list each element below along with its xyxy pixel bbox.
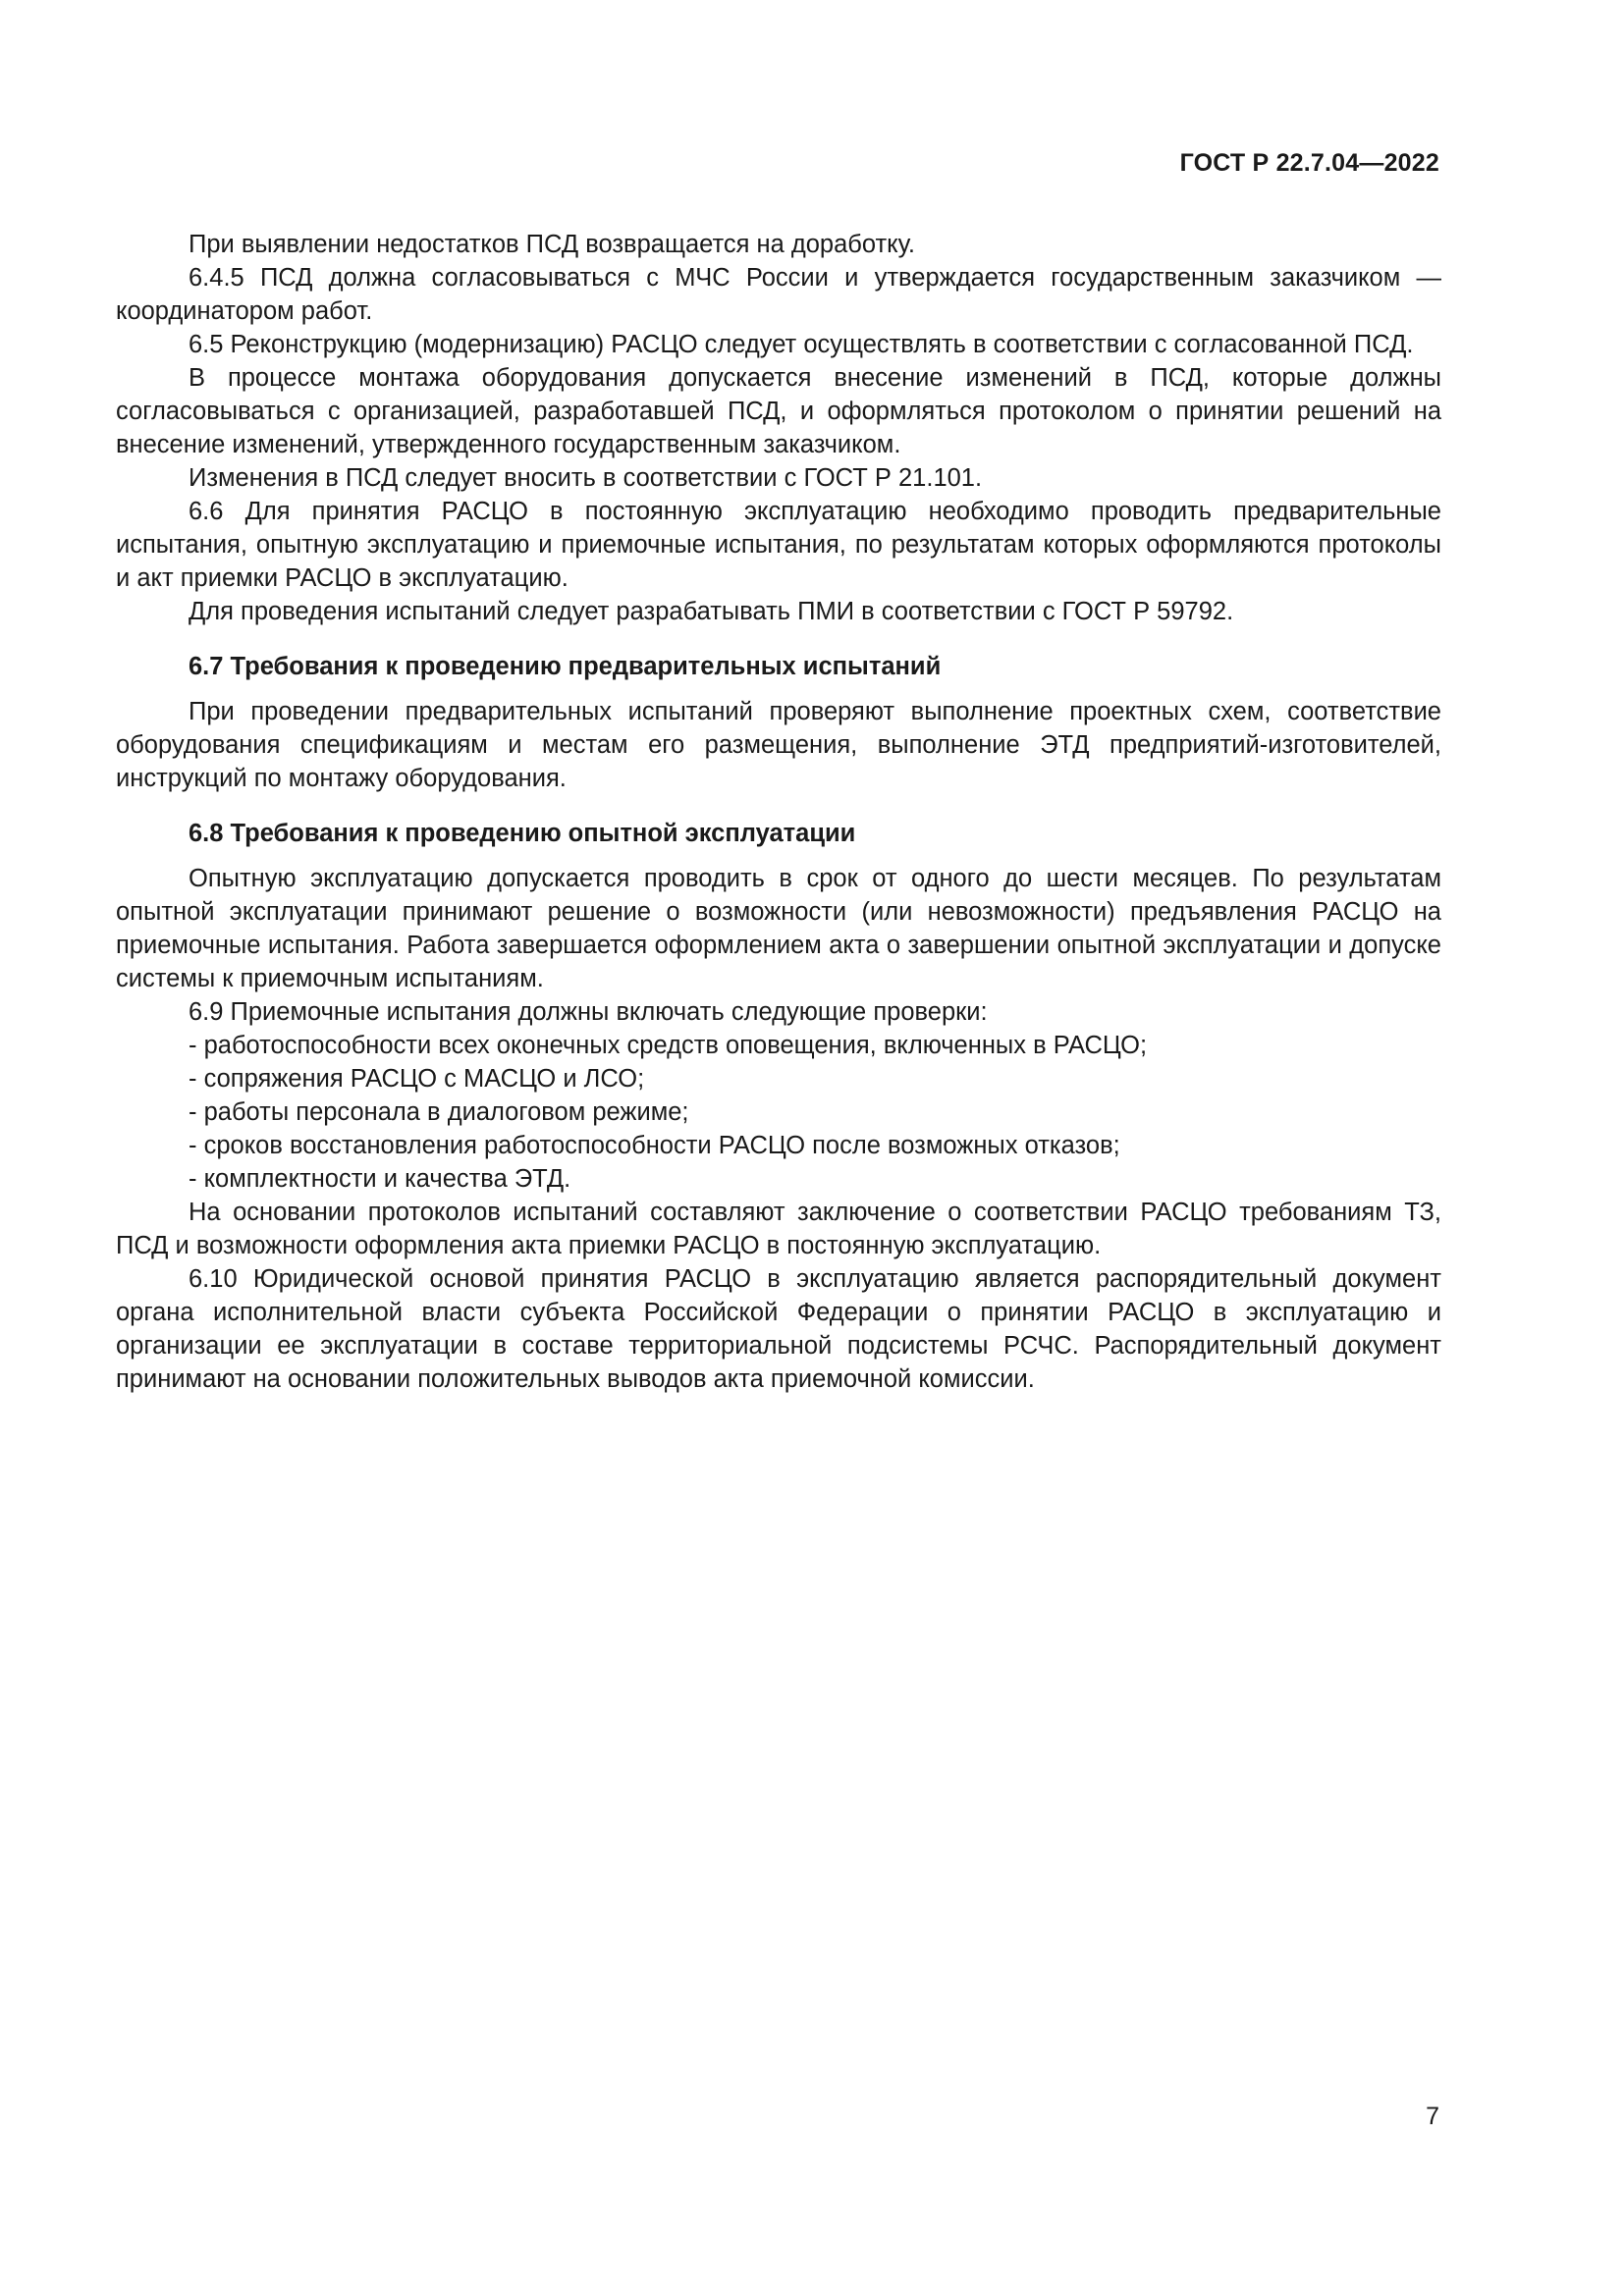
list-item: - комплектности и качества ЭТД. [189, 1165, 571, 1193]
page-number: 7 [1426, 2103, 1439, 2130]
section-heading-6-8: 6.8 Требования к проведению опытной эксплуатации [189, 820, 856, 847]
paragraph: В процессе монтажа оборудования допускается внесение изменений в ПСД, которые должны согласовываться с организацией, разработавшей ПСД, и оформляться протоколом о принятии решений на внесение изменений, утвержденного государственным заказчиком. [116, 364, 1441, 458]
paragraph: 6.10 Юридической основой принятия РАСЦО в эксплуатацию является распорядительный документ органа исполнительной власти субъекта Российской Федерации о принятии РАСЦО в эксплуатацию и организации ее эксплуатации в составе территориальной подсистемы РСЧС. Распорядительный документ принимают на основании положительных выводов акта приемочной комиссии. [116, 1265, 1441, 1393]
paragraph: На основании протоколов испытаний составляют заключение о соответствии РАСЦО требованиям ТЗ, ПСД и возможности оформления акта приемки РАСЦО в постоянную эксплуатацию. [116, 1199, 1441, 1259]
list-item: - работоспособности всех оконечных средств оповещения, включенных в РАСЦО; [189, 1032, 1148, 1059]
paragraph: 6.4.5 ПСД должна согласовываться с МЧС России и утверждается государственным заказчиком — координатором работ. [116, 264, 1441, 325]
paragraph: 6.9 Приемочные испытания должны включать следующие проверки: [189, 998, 988, 1026]
list-item: - работы персонала в диалоговом режиме; [189, 1098, 689, 1126]
paragraph: Опытную эксплуатацию допускается проводить в срок от одного до шести месяцев. По результатам опытной эксплуатации принимают решение о возможности (или невозможности) предъявления РАСЦО на приемочные испытания. Работа завершается оформлением акта о завершении опытной эксплуатации и допуске системы к приемочным испытаниям. [116, 865, 1441, 992]
paragraph: При проведении предварительных испытаний проверяют выполнение проектных схем, соответствие оборудования спецификациям и местам его размещения, выполнение ЭТД предприятий-изготовителей, инструкций по монтажу оборудования. [116, 698, 1441, 792]
paragraph: Изменения в ПСД следует вносить в соответствии с ГОСТ Р 21.101. [189, 464, 983, 492]
section-heading-6-7: 6.7 Требования к проведению предварительных испытаний [189, 653, 942, 680]
document-code: ГОСТ Р 22.7.04—2022 [1179, 149, 1439, 177]
paragraph: При выявлении недостатков ПСД возвращается на доработку. [189, 231, 915, 258]
document-body [116, 228, 1441, 1396]
paragraph: Для проведения испытаний следует разрабатывать ПМИ в соответствии с ГОСТ Р 59792. [189, 598, 1234, 625]
list-item: - сопряжения РАСЦО с МАСЦО и ЛСО; [189, 1065, 645, 1093]
paragraph: 6.5 Реконструкцию (модернизацию) РАСЦО следует осуществлять в соответствии с согласованной ПСД. [189, 331, 1414, 358]
paragraph: 6.6 Для принятия РАСЦО в постоянную эксплуатацию необходимо проводить предварительные испытания, опытную эксплуатацию и приемочные испытания, по результатам которых оформляются протоколы и акт приемки РАСЦО в эксплуатацию. [116, 498, 1441, 592]
list-item: - сроков восстановления работоспособности РАСЦО после возможных отказов; [189, 1132, 1120, 1159]
